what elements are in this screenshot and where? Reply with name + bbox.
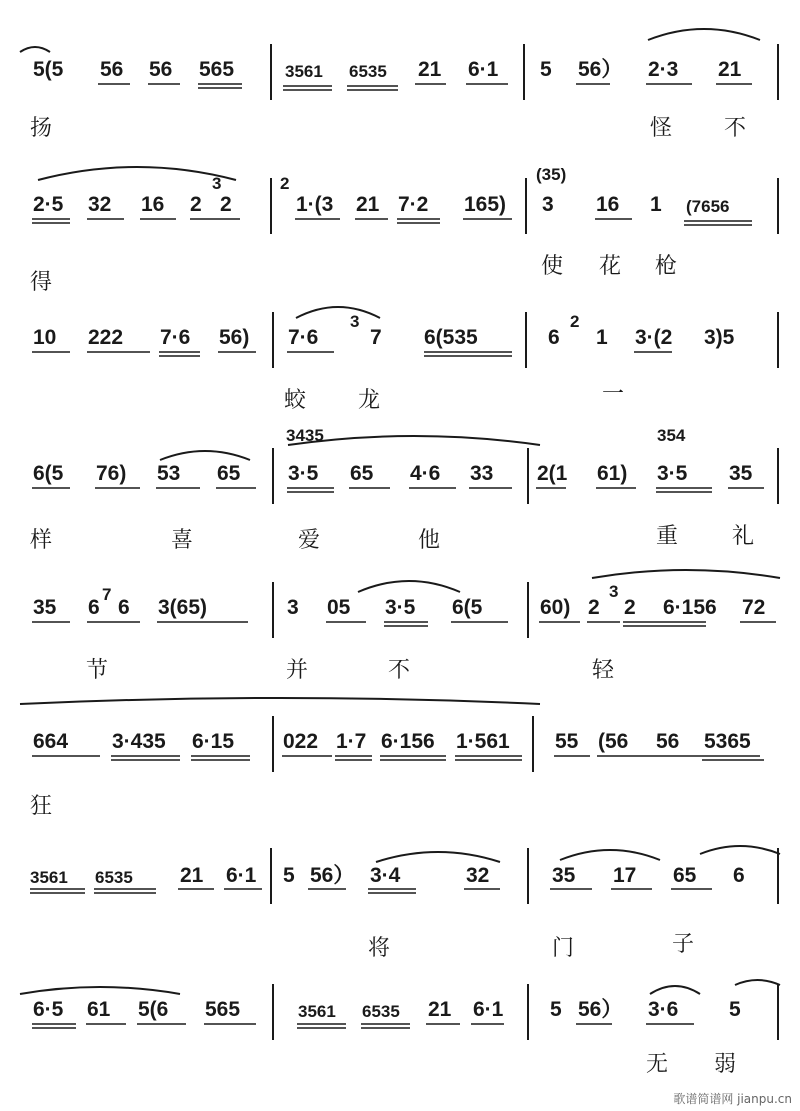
note: 60) <box>540 596 571 619</box>
note: 56 <box>149 58 173 81</box>
lyric: 轻 <box>592 658 615 683</box>
note: 1 <box>596 326 608 349</box>
note: 3)5 <box>704 326 735 349</box>
note: 65 <box>350 462 374 485</box>
lyric: 爱 <box>298 528 321 553</box>
note: 5365 <box>704 730 751 753</box>
lyric: 不 <box>724 116 747 141</box>
note: 3 <box>287 596 299 619</box>
note: 022 <box>283 730 319 753</box>
note: 5(5 <box>33 58 64 81</box>
note: 5 <box>729 998 741 1021</box>
note: 6(5 <box>33 462 64 485</box>
barline <box>532 716 534 772</box>
lyric: 龙 <box>358 388 381 413</box>
note: 53 <box>157 462 181 485</box>
note: 5 <box>550 998 562 1021</box>
lyric: 花 <box>599 254 622 279</box>
slur <box>650 986 700 994</box>
note: 6·15 <box>192 730 235 753</box>
note: 6 <box>548 326 560 349</box>
note: 2 <box>190 193 202 216</box>
slur <box>20 987 180 994</box>
note: 6(535 <box>424 326 478 349</box>
lyric: 重 <box>656 524 679 549</box>
barline <box>270 44 272 100</box>
slur <box>160 451 250 460</box>
lyric: 他 <box>418 528 441 553</box>
grace-note: 3435 <box>286 426 324 445</box>
note: 3·5 <box>385 596 416 619</box>
note: 6·1 <box>473 998 504 1021</box>
slur <box>592 570 780 578</box>
lyric: 怪 <box>650 116 673 141</box>
note: 56 <box>100 58 124 81</box>
note: 35 <box>33 596 57 619</box>
barline <box>777 312 779 368</box>
note: 32 <box>466 864 490 887</box>
lyric: 礼 <box>732 524 755 549</box>
note: 2(1 <box>537 462 568 485</box>
note: 56) <box>219 326 250 349</box>
note: 56） <box>310 864 355 887</box>
grace-note: 2 <box>570 312 580 331</box>
note: 61) <box>597 462 628 485</box>
note: 7·2 <box>398 193 429 216</box>
barline <box>777 848 779 904</box>
lyric: 节 <box>86 658 109 683</box>
note: 6·1 <box>226 864 257 887</box>
slur <box>700 846 780 854</box>
slur <box>376 852 500 862</box>
grace-note: (35) <box>536 165 567 184</box>
note: 3·5 <box>288 462 319 485</box>
grace-note: 354 <box>657 426 686 445</box>
note: 05 <box>327 596 351 619</box>
note: 6535 <box>95 868 133 887</box>
note: 5(6 <box>138 998 169 1021</box>
note: 3561 <box>30 868 68 887</box>
barline <box>270 848 272 904</box>
note: 56） <box>578 998 623 1021</box>
note: 1 <box>650 193 662 216</box>
note: 76) <box>96 462 127 485</box>
note: 72 <box>742 596 766 619</box>
lyric: 样 <box>30 528 53 553</box>
slur <box>648 29 760 40</box>
barline <box>272 448 274 504</box>
note: 6·156 <box>381 730 435 753</box>
note: 17 <box>613 864 637 887</box>
note: 3561 <box>298 1002 336 1021</box>
lyric: 一 <box>602 382 625 407</box>
slur <box>20 47 50 52</box>
note: 3·5 <box>657 462 688 485</box>
note: 61 <box>87 998 111 1021</box>
lyric: 枪 <box>655 254 678 279</box>
note: 21 <box>418 58 442 81</box>
note: 6 <box>88 596 100 619</box>
barline <box>270 178 272 234</box>
note: 1·561 <box>456 730 510 753</box>
barline <box>527 984 529 1040</box>
slur <box>296 307 380 318</box>
note: 7·6 <box>160 326 191 349</box>
barline <box>777 178 779 234</box>
slur <box>735 980 780 985</box>
note: 6(5 <box>452 596 483 619</box>
note: (56 <box>598 730 629 753</box>
note: 10 <box>33 326 57 349</box>
note: 2 <box>220 193 232 216</box>
barline <box>527 848 529 904</box>
grace-note: 3 <box>609 582 619 601</box>
note: 6 <box>733 864 745 887</box>
grace-note: 3 <box>212 174 222 193</box>
note: 6535 <box>349 62 387 81</box>
note: 4·6 <box>410 462 441 485</box>
lyric: 使 <box>541 254 564 279</box>
note: 65 <box>673 864 697 887</box>
note: 6·1 <box>468 58 499 81</box>
slur <box>20 698 540 704</box>
note: 21 <box>356 193 380 216</box>
note: 565 <box>199 58 235 81</box>
lyric: 不 <box>388 658 411 683</box>
barline <box>527 448 529 504</box>
slur <box>38 167 236 180</box>
note: 21 <box>428 998 452 1021</box>
slur <box>560 850 660 860</box>
note: 2 <box>624 596 636 619</box>
note: 55 <box>555 730 579 753</box>
note: 21 <box>718 58 742 81</box>
lyric: 喜 <box>171 528 194 553</box>
note: 16 <box>596 193 620 216</box>
watermark: 歌谱简谱网 jianpu.cn <box>673 1092 792 1106</box>
note: 35 <box>552 864 576 887</box>
slur <box>288 436 540 445</box>
note: 222 <box>88 326 124 349</box>
grace-note: 3 <box>350 312 360 331</box>
note: 6 <box>118 596 130 619</box>
note: 3(65) <box>158 596 208 619</box>
note: 3·6 <box>648 998 679 1021</box>
lyric: 并 <box>286 658 309 683</box>
lyric: 狂 <box>30 794 53 819</box>
note: 1·(3 <box>296 193 334 216</box>
note: 3·4 <box>370 864 401 887</box>
note: 7 <box>370 326 382 349</box>
lyric: 子 <box>672 932 695 957</box>
note: 3·(2 <box>635 326 673 349</box>
note: 21 <box>180 864 204 887</box>
lyric: 弱 <box>714 1052 737 1077</box>
note: 1·7 <box>336 730 367 753</box>
slur <box>358 581 460 592</box>
note: 3·435 <box>112 730 166 753</box>
note: 16 <box>141 193 165 216</box>
note: 2 <box>588 596 600 619</box>
note: 565 <box>205 998 241 1021</box>
note: 3561 <box>285 62 323 81</box>
note: 33 <box>470 462 494 485</box>
lyric: 无 <box>646 1052 669 1077</box>
barline <box>527 582 529 638</box>
note: 35 <box>729 462 753 485</box>
note: 56） <box>578 58 623 81</box>
lyric: 得 <box>30 270 53 295</box>
lyric: 门 <box>552 936 575 961</box>
lyric: 扬 <box>30 116 53 141</box>
note: 5 <box>540 58 552 81</box>
note: 6·156 <box>663 596 717 619</box>
barline <box>272 716 274 772</box>
note: 7·6 <box>288 326 319 349</box>
note: 32 <box>88 193 112 216</box>
barline <box>525 312 527 368</box>
barline <box>272 582 274 638</box>
grace-note: 7 <box>102 585 112 604</box>
barline <box>777 448 779 504</box>
lyric: 蛟 <box>284 388 307 413</box>
barline <box>523 44 525 100</box>
grace-note: 2 <box>280 174 290 193</box>
barline <box>272 312 274 368</box>
note: 6·5 <box>33 998 64 1021</box>
note: 6535 <box>362 1002 400 1021</box>
note: 2·3 <box>648 58 679 81</box>
note: 165) <box>464 193 507 216</box>
note: 3 <box>542 193 554 216</box>
note: 5 <box>283 864 295 887</box>
note: 56 <box>656 730 680 753</box>
note: (7656 <box>686 197 730 216</box>
note: 664 <box>33 730 69 753</box>
note: 65 <box>217 462 241 485</box>
barline <box>777 984 779 1040</box>
lyric: 将 <box>368 936 391 961</box>
barline <box>272 984 274 1040</box>
note: 2·5 <box>33 193 64 216</box>
barline <box>525 178 527 234</box>
barline <box>777 44 779 100</box>
